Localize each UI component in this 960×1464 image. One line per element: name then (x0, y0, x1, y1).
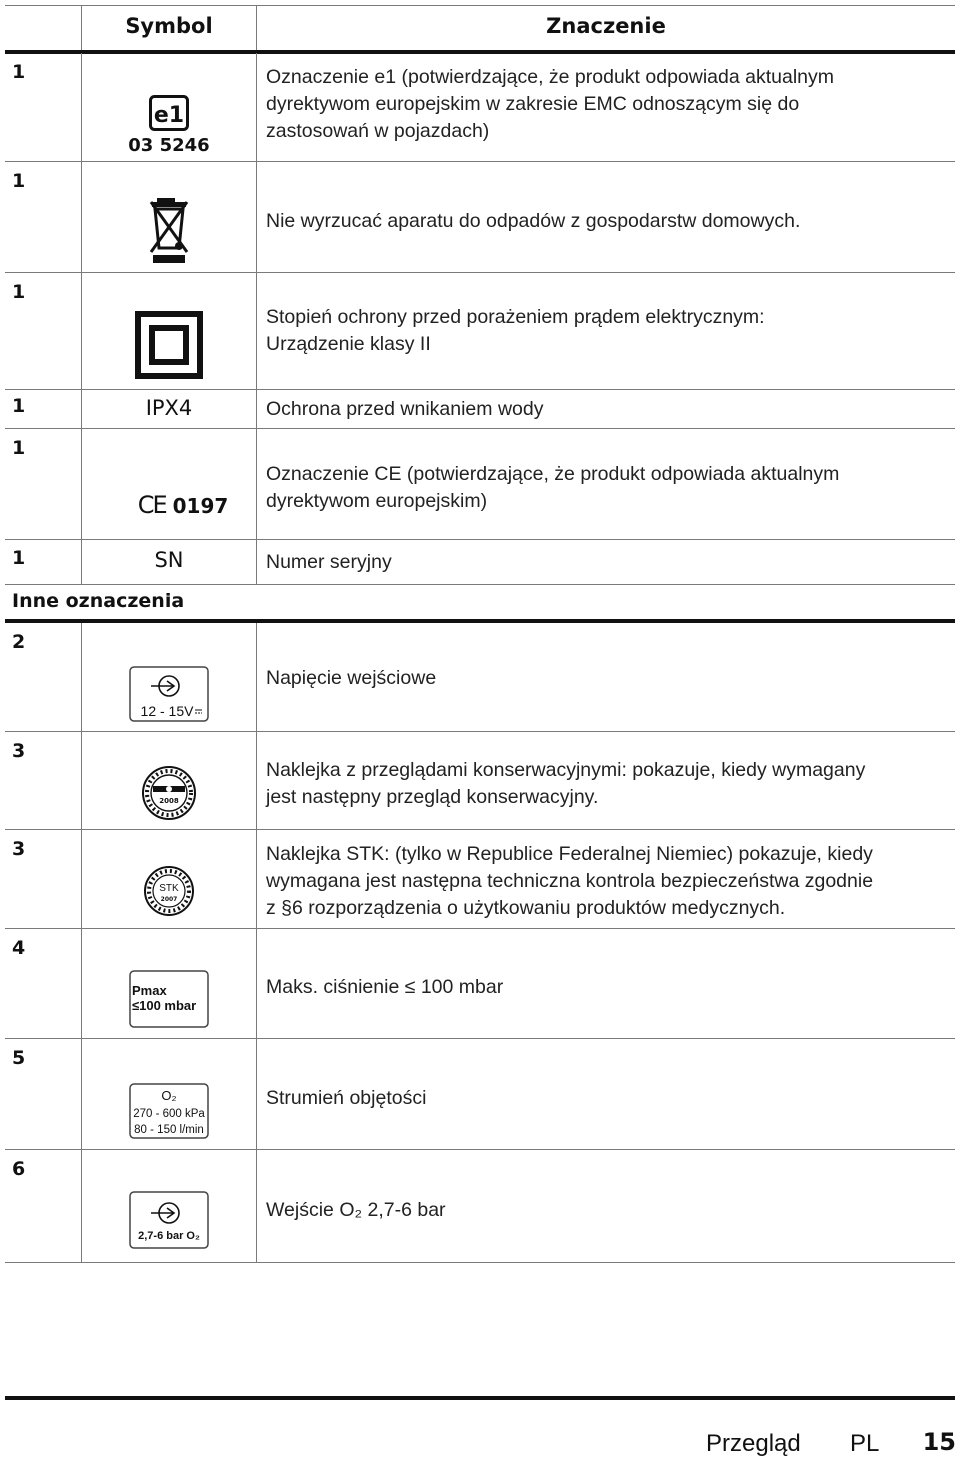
section-header (5, 585, 955, 623)
o2-label: O₂ (161, 1088, 177, 1103)
meaning-line: Napięcie wejściowe (266, 667, 437, 689)
table-row (5, 732, 955, 830)
ce-mark-icon: CE (137, 491, 166, 519)
flow-range: 80 - 150 l/min (134, 1124, 204, 1136)
table-row (5, 429, 955, 540)
footer-language: PL (850, 1430, 880, 1457)
row-number: 3 (12, 740, 26, 762)
ipx4-label: IPX4 (145, 396, 193, 420)
class-ii-icon (82, 311, 256, 379)
meaning-line: Strumień objętości (266, 1087, 427, 1109)
table-row (5, 1150, 955, 1263)
table-row (5, 162, 955, 273)
crossed-bin-icon (82, 196, 256, 264)
table-row (5, 273, 955, 390)
table-row (5, 53, 955, 162)
meaning-line: Wejście O₂ 2,7-6 bar (266, 1199, 446, 1221)
table-row (5, 830, 955, 929)
meaning-line: Nie wyrzucać aparatu do odpadów z gospodarstw domowych. (266, 210, 801, 232)
e1-label: e1 (153, 103, 185, 128)
meaning-line: jest następny przegląd konserwacyjny. (266, 786, 599, 808)
meaning-line: Naklejka z przeglądami konserwacyjnymi: pokazuje, kiedy wymagany (266, 759, 866, 781)
row-number: 3 (12, 838, 26, 860)
pmax-value: ≤100 mbar (132, 998, 197, 1013)
header-symbol: Symbol (125, 14, 213, 38)
o2-input-label: 2,7-6 bar O₂ (138, 1230, 200, 1242)
meaning-line: dyrektywom europejskim) (266, 490, 488, 512)
row-number: 5 (12, 1047, 26, 1069)
row-number: 6 (12, 1158, 26, 1180)
table-row (5, 929, 955, 1039)
footer-section: Przegląd (706, 1430, 801, 1457)
row-number: 1 (12, 170, 26, 192)
table-header (5, 5, 955, 54)
stk-label: STK (159, 883, 179, 894)
row-number: 4 (12, 937, 26, 959)
footer-rule (5, 1396, 955, 1400)
o2-flow-icon (82, 1083, 256, 1139)
meaning-line: Oznaczenie e1 (potwierdzające, że produkt odpowiada aktualnym (266, 66, 834, 88)
row-number: 1 (12, 437, 26, 459)
table-row (5, 1039, 955, 1150)
pmax-icon (82, 970, 256, 1028)
meaning-line: zastosowań w pojazdach) (266, 120, 490, 142)
meaning-line: Urządzenie klasy II (266, 333, 431, 355)
notified-body-number: 0197 (172, 494, 229, 518)
section-title: Inne oznaczenia (12, 590, 185, 612)
pressure-range: 270 - 600 kPa (133, 1108, 205, 1120)
e1-mark-icon (82, 95, 256, 131)
stk-sticker-icon (82, 863, 256, 919)
input-voltage-icon (82, 666, 256, 722)
row-number: 1 (12, 281, 26, 303)
row-number: 2 (12, 631, 26, 653)
e1-number: 03 5246 (128, 135, 210, 156)
meaning-line: Oznaczenie CE (potwierdzające, że produkt odpowiada aktualnym (266, 463, 840, 485)
maintenance-sticker-icon (82, 765, 256, 821)
o2-input-icon (82, 1191, 256, 1249)
meaning-line: dyrektywom europejskim w zakresie EMC odnoszącym się do (266, 93, 800, 115)
meaning-line: Numer seryjny (266, 551, 392, 573)
sn-label: SN (154, 548, 184, 572)
table-row (5, 390, 955, 429)
pmax-label: Pmax (132, 983, 167, 998)
table-row (5, 623, 955, 732)
meaning-line: Stopień ochrony przed porażeniem prądem elektrycznym: (266, 306, 765, 328)
meaning-line: Ochrona przed wnikaniem wody (266, 398, 544, 420)
meaning-line: Maks. ciśnienie ≤ 100 mbar (266, 976, 504, 998)
page-number: 15 (922, 1428, 956, 1456)
row-number: 1 (12, 395, 26, 417)
table-row (5, 540, 955, 585)
row-number: 1 (12, 547, 26, 569)
voltage-label: 12 - 15V (140, 703, 194, 719)
meaning-line: Naklejka STK: (tylko w Republice Federalnej Niemiec) pokazuje, kiedy (266, 843, 873, 865)
maintenance-year: 2008 (159, 797, 179, 805)
row-number: 1 (12, 61, 26, 83)
stk-year: 2007 (160, 896, 178, 903)
meaning-line: wymagana jest następna techniczna kontrola bezpieczeństwa zgodnie (266, 870, 874, 892)
meaning-line: z §6 rozporządzenia o użytkowaniu produktów medycznych. (266, 897, 786, 919)
header-meaning: Znaczenie (546, 14, 666, 38)
